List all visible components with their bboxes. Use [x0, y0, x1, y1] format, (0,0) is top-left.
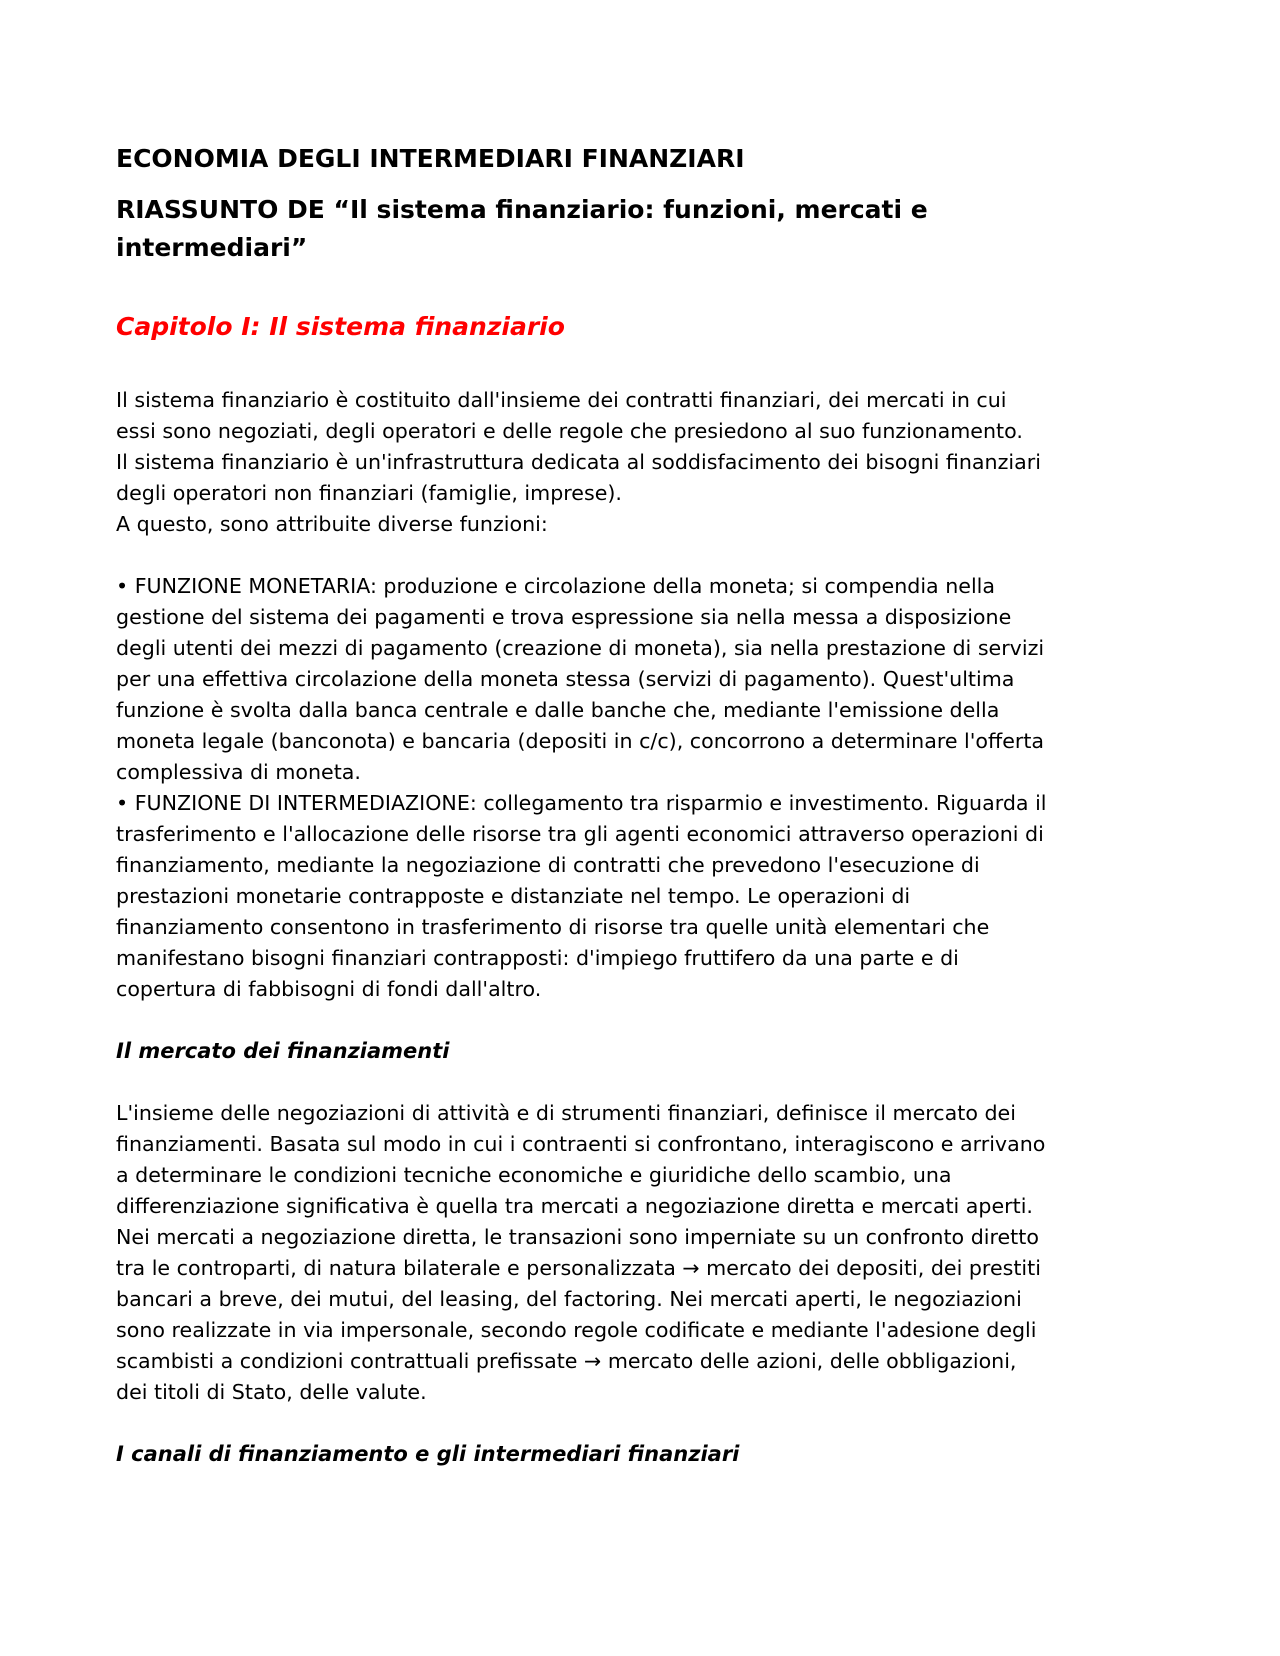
text-line: essi sono negoziati, degli operatori e delle regole che presiedono al suo funzionamento.: [116, 419, 1023, 443]
text-line: • FUNZIONE MONETARIA: produzione e circolazione della moneta; si compendia nella: [116, 574, 996, 598]
functions-list: [116, 571, 1166, 1005]
document-page: [116, 141, 1166, 1470]
text-line: dei titoli di Stato, delle valute.: [116, 1380, 427, 1404]
text-line: differenziazione significativa è quella tra mercati a negoziazione diretta e mercati aperti.: [116, 1194, 1033, 1218]
text-line: degli utenti dei mezzi di pagamento (creazione di moneta), sia nella prestazione di servizi: [116, 636, 1045, 660]
text-line: scambisti a condizioni contrattuali prefissate → mercato delle azioni, delle obbligazioni,: [116, 1349, 1017, 1373]
text-line: L'insieme delle negoziazioni di attività e di strumenti finanziari, definisce il mercato dei: [116, 1101, 1016, 1125]
document-subtitle: [116, 191, 1166, 267]
text-line: moneta legale (banconota) e bancaria (depositi in c/c), concorrono a determinare l'offerta: [116, 729, 1045, 753]
text-line: gestione del sistema dei pagamenti e trova espressione sia nella messa a disposizione: [116, 605, 1012, 629]
text-line: complessiva di moneta.: [116, 760, 361, 784]
text-line: • FUNZIONE DI INTERMEDIAZIONE: collegamento tra risparmio e investimento. Riguarda il: [116, 791, 1047, 815]
text-line: Il sistema finanziario è costituito dall'insieme dei contratti finanziari, dei mercati in cui: [116, 388, 1007, 412]
text-line: A questo, sono attribuite diverse funzioni:: [116, 512, 548, 536]
text-line: funzione è svolta dalla banca centrale e dalle banche che, mediante l'emissione della: [116, 698, 1000, 722]
intro-paragraph: [116, 385, 1166, 540]
text-line: prestazioni monetarie contrapposte e distanziate nel tempo. Le operazioni di: [116, 884, 911, 908]
document-title: ECONOMIA DEGLI INTERMEDIARI FINANZIARI: [116, 144, 745, 173]
text-line: degli operatori non finanziari (famiglie, imprese).: [116, 481, 622, 505]
text-line: sono realizzate in via impersonale, secondo regole codificate e mediante l'adesione degli: [116, 1318, 1037, 1342]
text-line: Il sistema finanziario è un'infrastruttura dedicata al soddisfacimento dei bisogni finanziari: [116, 450, 1041, 474]
text-line: manifestano bisogni finanziari contrapposti: d'impiego fruttifero da una parte e di: [116, 946, 959, 970]
chapter-heading: Capitolo I: Il sistema finanziario: [116, 312, 565, 341]
text-line: copertura di fabbisogni di fondi dall'altro.: [116, 977, 542, 1001]
subtitle-line: intermediari”: [116, 233, 308, 262]
section-heading-mercato: Il mercato dei finanziamenti: [116, 1039, 450, 1063]
text-line: per una effettiva circolazione della moneta stessa (servizi di pagamento). Quest'ultima: [116, 667, 1015, 691]
text-line: finanziamento, mediante la negoziazione di contratti che prevedono l'esecuzione di: [116, 853, 980, 877]
text-line: finanziamenti. Basata sul modo in cui i contraenti si confrontano, interagiscono e arrivano: [116, 1132, 1046, 1156]
mercato-paragraph: [116, 1098, 1166, 1408]
text-line: bancari a breve, dei mutui, del leasing, del factoring. Nei mercati aperti, le negoziazioni: [116, 1287, 1022, 1311]
section-heading-canali: I canali di finanziamento e gli intermediari finanziari: [116, 1442, 740, 1466]
text-line: tra le controparti, di natura bilaterale e personalizzata → mercato dei depositi, dei prestiti: [116, 1256, 1041, 1280]
text-line: trasferimento e l'allocazione delle risorse tra gli agenti economici attraverso operazioni di: [116, 822, 1044, 846]
subtitle-line: RIASSUNTO DE “Il sistema finanziario: funzioni, mercati e: [116, 195, 928, 224]
text-line: a determinare le condizioni tecniche economiche e giuridiche dello scambio, una: [116, 1163, 952, 1187]
text-line: Nei mercati a negoziazione diretta, le transazioni sono imperniate su un confronto diretto: [116, 1225, 1039, 1249]
text-line: finanziamento consentono in trasferimento di risorse tra quelle unità elementari che: [116, 915, 990, 939]
